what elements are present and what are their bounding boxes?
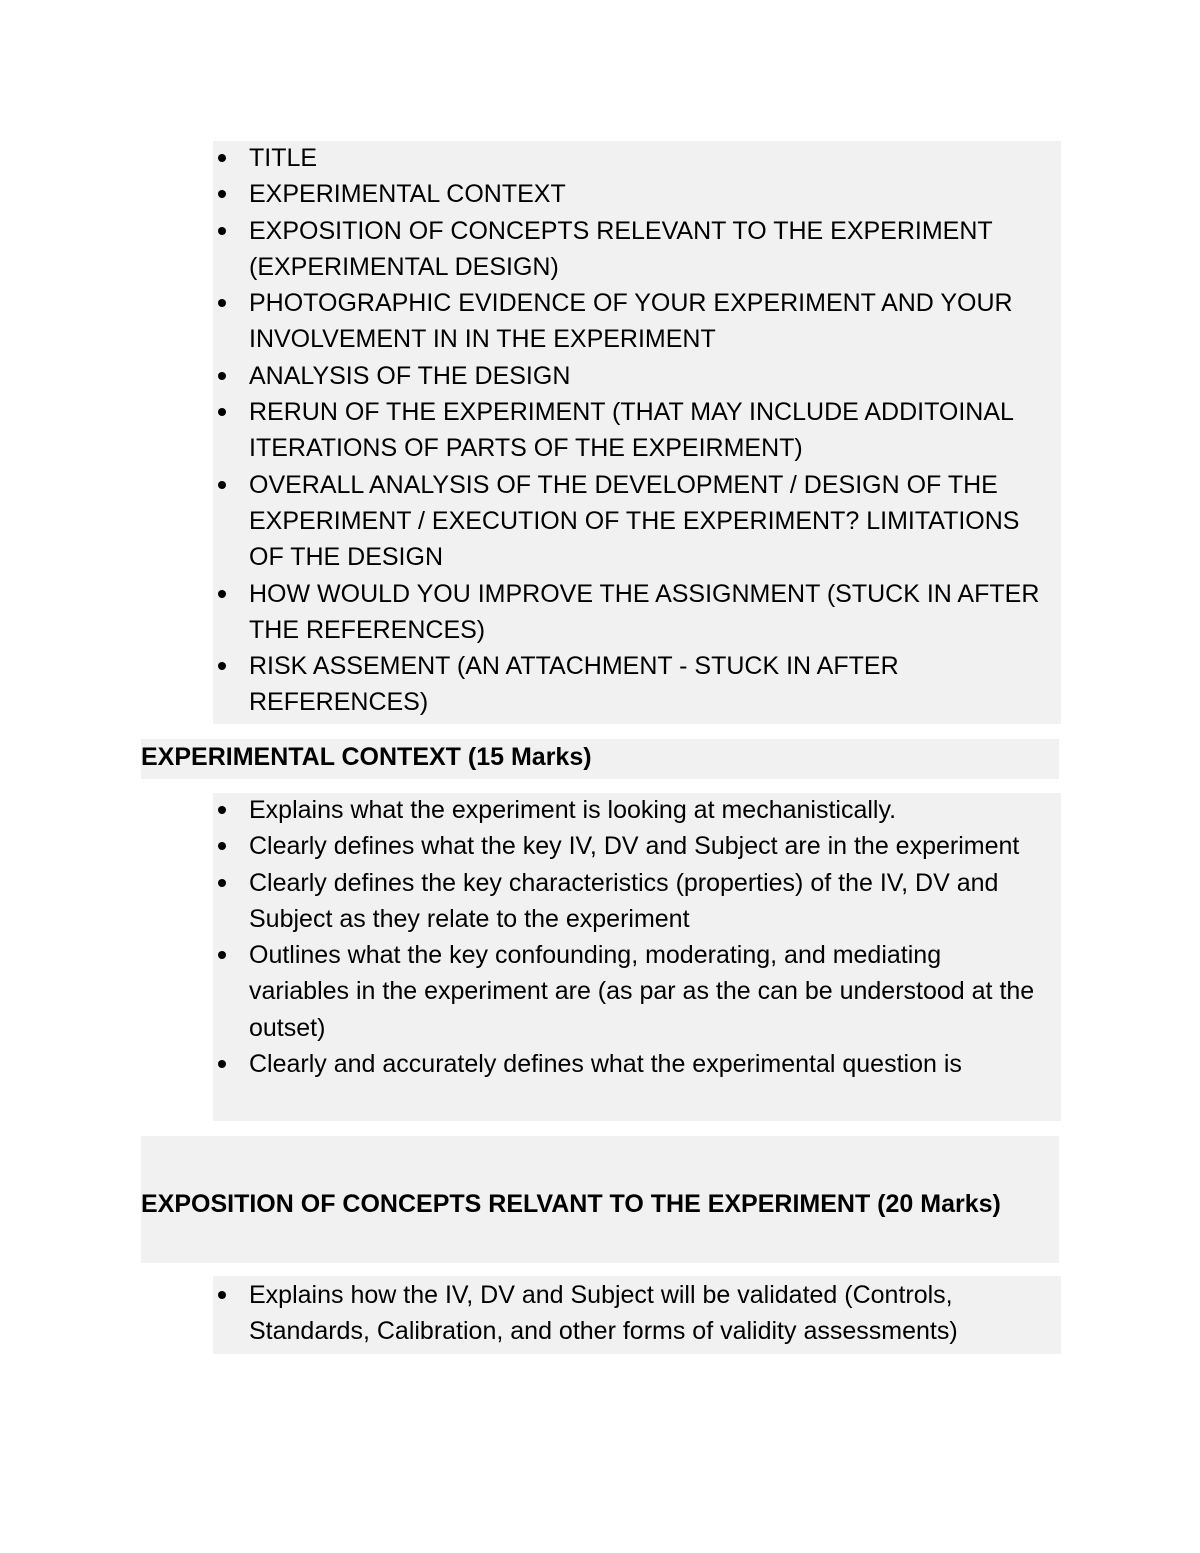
list-item: Outlines what the key confounding, moderating, and mediating variables in the experiment are (as par as the can be understood at the outset) (213, 937, 1043, 1046)
list-item: TITLE (213, 140, 1043, 176)
list-item: RISK ASSEMENT (AN ATTACHMENT - STUCK IN AFTER REFERENCES) (213, 648, 1043, 721)
list-item: EXPOSITION OF CONCEPTS RELEVANT TO THE EXPERIMENT (EXPERIMENTAL DESIGN) (213, 213, 1043, 286)
list-item: HOW WOULD YOU IMPROVE THE ASSIGNMENT (STUCK IN AFTER THE REFERENCES) (213, 576, 1043, 649)
experimental-context-list (213, 792, 1043, 1082)
list-item: PHOTOGRAPHIC EVIDENCE OF YOUR EXPERIMENT AND YOUR INVOLVEMENT IN IN THE EXPERIMENT (213, 285, 1043, 358)
report-structure-list (213, 140, 1043, 721)
list-item: Clearly defines what the key IV, DV and Subject are in the experiment (213, 828, 1043, 864)
list-item: Clearly and accurately defines what the experimental question is (213, 1046, 1043, 1082)
list-item: ANALYSIS OF THE DESIGN (213, 358, 1043, 394)
list-item: RERUN OF THE EXPERIMENT (THAT MAY INCLUDE ADDITOINAL ITERATIONS OF PARTS OF THE EXPEIRMENT) (213, 394, 1043, 467)
list-item: Explains how the IV, DV and Subject will be validated (Controls, Standards, Calibration, and other forms of validity assessments) (213, 1277, 1043, 1350)
exposition-heading: EXPOSITION OF CONCEPTS RELVANT TO THE EXPERIMENT (20 Marks) (141, 1190, 1001, 1218)
exposition-list (213, 1277, 1043, 1350)
list-item: EXPERIMENTAL CONTEXT (213, 176, 1043, 212)
list-item: Explains what the experiment is looking at mechanistically. (213, 792, 1043, 828)
list-item: OVERALL ANALYSIS OF THE DEVELOPMENT / DESIGN OF THE EXPERIMENT / EXECUTION OF THE EXPERIMENT? LIMITATIONS OF THE DESIGN (213, 467, 1043, 576)
experimental-context-heading: EXPERIMENTAL CONTEXT (15 Marks) (141, 743, 592, 771)
list-item: Clearly defines the key characteristics (properties) of the IV, DV and Subject as they relate to the experiment (213, 865, 1043, 938)
